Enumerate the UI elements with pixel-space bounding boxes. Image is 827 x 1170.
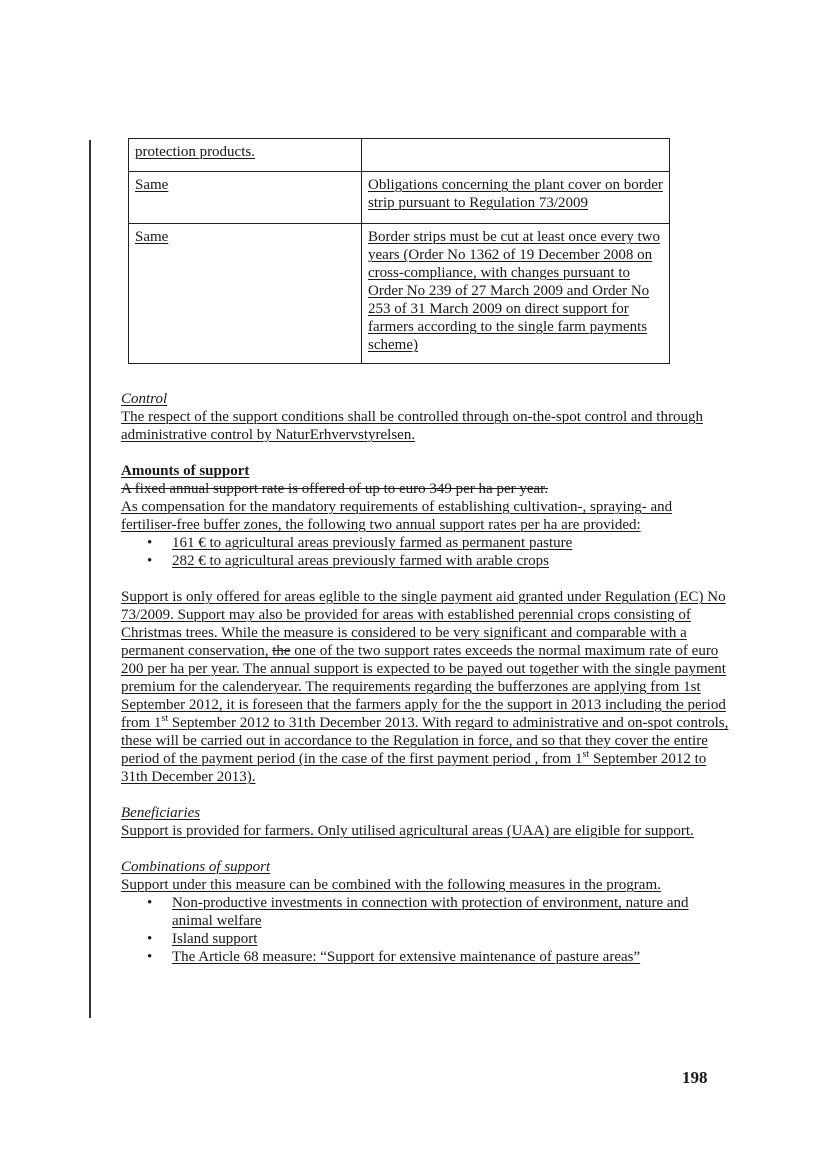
table-cell: Obligations concerning the plant cover on border strip pursuant to Regulation 73/2009 xyxy=(362,172,670,224)
beneficiaries-text: Support is provided for farmers. Only utilised agricultural areas (UAA) are eligible for support. xyxy=(121,823,694,839)
control-heading: Control xyxy=(121,391,168,407)
list-item: • 282 € to agricultural areas previously farmed with arable crops xyxy=(147,552,731,570)
list-item: • 161 € to agricultural areas previously farmed as permanent pasture xyxy=(147,534,731,552)
beneficiaries-heading: Beneficiaries xyxy=(121,805,201,821)
table-cell: Same xyxy=(129,224,362,364)
table-row xyxy=(129,172,670,224)
table-cell: Border strips must be cut at least once every two years (Order No 1362 of 19 December 2008 on cross-compliance, with changes pursuant to Order No 239 of 27 March 2009 and Order No 253 of 31 March 2009 on direct support for farmers according to the single farm payments scheme) xyxy=(362,224,670,364)
requirements-table xyxy=(128,138,670,364)
combinations-heading: Combinations of support xyxy=(121,859,271,875)
combinations-list xyxy=(121,894,731,966)
ordinal-suffix: st xyxy=(161,713,169,724)
table-row xyxy=(129,139,670,172)
table-row xyxy=(129,224,670,364)
amounts-struck-text: A fixed annual support rate is offered of up to euro 349 per ha per year. xyxy=(121,481,549,497)
amounts-list xyxy=(121,534,731,570)
support-text-part: Support is only offered for areas eglible to the single payment aid granted under Regulation (EC) No 73/2009. Support may also be provided for areas with established perennial crops consisting of Christmas trees. While the measure is considered to be very significant and comparable with a permanent conservation, xyxy=(121,589,726,659)
body-text xyxy=(121,390,731,966)
amounts-text: As compensation for the mandatory requirements of establishing cultivation-, spraying- and fertiliser-free buffer zones, the following two annual support rates per ha are provided: xyxy=(121,499,673,533)
table-cell xyxy=(362,139,670,172)
list-item: • Non-productive investments in connection with protection of environment, nature and animal welfare xyxy=(147,894,731,930)
support-text-part: September 2012 to 31th December 2013. With regard to administrative and on-spot controls, these will be carried out in accordance to the Regulation in force, and so that they cover the entire period of the payment period (in the case of the first payment period , from 1 xyxy=(121,715,729,767)
list-item: • The Article 68 measure: “Support for extensive maintenance of pasture areas” xyxy=(147,948,731,966)
support-text-part: one of the two support rates exceeds the normal maximum rate of euro 200 per ha per year. The annual support is expected to be payed out together with the single payment premium for the calenderyear. The requirements regarding the bufferzones are applying from 1st September 2012, it is foreseen that the farmers apply for the the support in 2013 including the period from 1 xyxy=(121,643,726,731)
support-paragraph xyxy=(121,588,731,786)
table-cell: protection products. xyxy=(129,139,362,172)
support-text-part: September 2012 to 31th December 2013). xyxy=(121,751,707,785)
list-item: • Island support xyxy=(147,930,731,948)
control-text: The respect of the support conditions shall be controlled through on-the-spot control and through administrative control by NaturErhvervstyrelsen. xyxy=(121,409,703,443)
combinations-text: Support under this measure can be combined with the following measures in the program. xyxy=(121,877,661,893)
amounts-heading: Amounts of support xyxy=(121,463,250,479)
table-cell: Same xyxy=(129,172,362,224)
change-bar xyxy=(89,594,91,1018)
page-number: 198 xyxy=(682,1068,708,1087)
struck-word: the xyxy=(272,643,291,659)
ordinal-suffix: st xyxy=(582,749,590,760)
change-bar xyxy=(89,140,91,604)
